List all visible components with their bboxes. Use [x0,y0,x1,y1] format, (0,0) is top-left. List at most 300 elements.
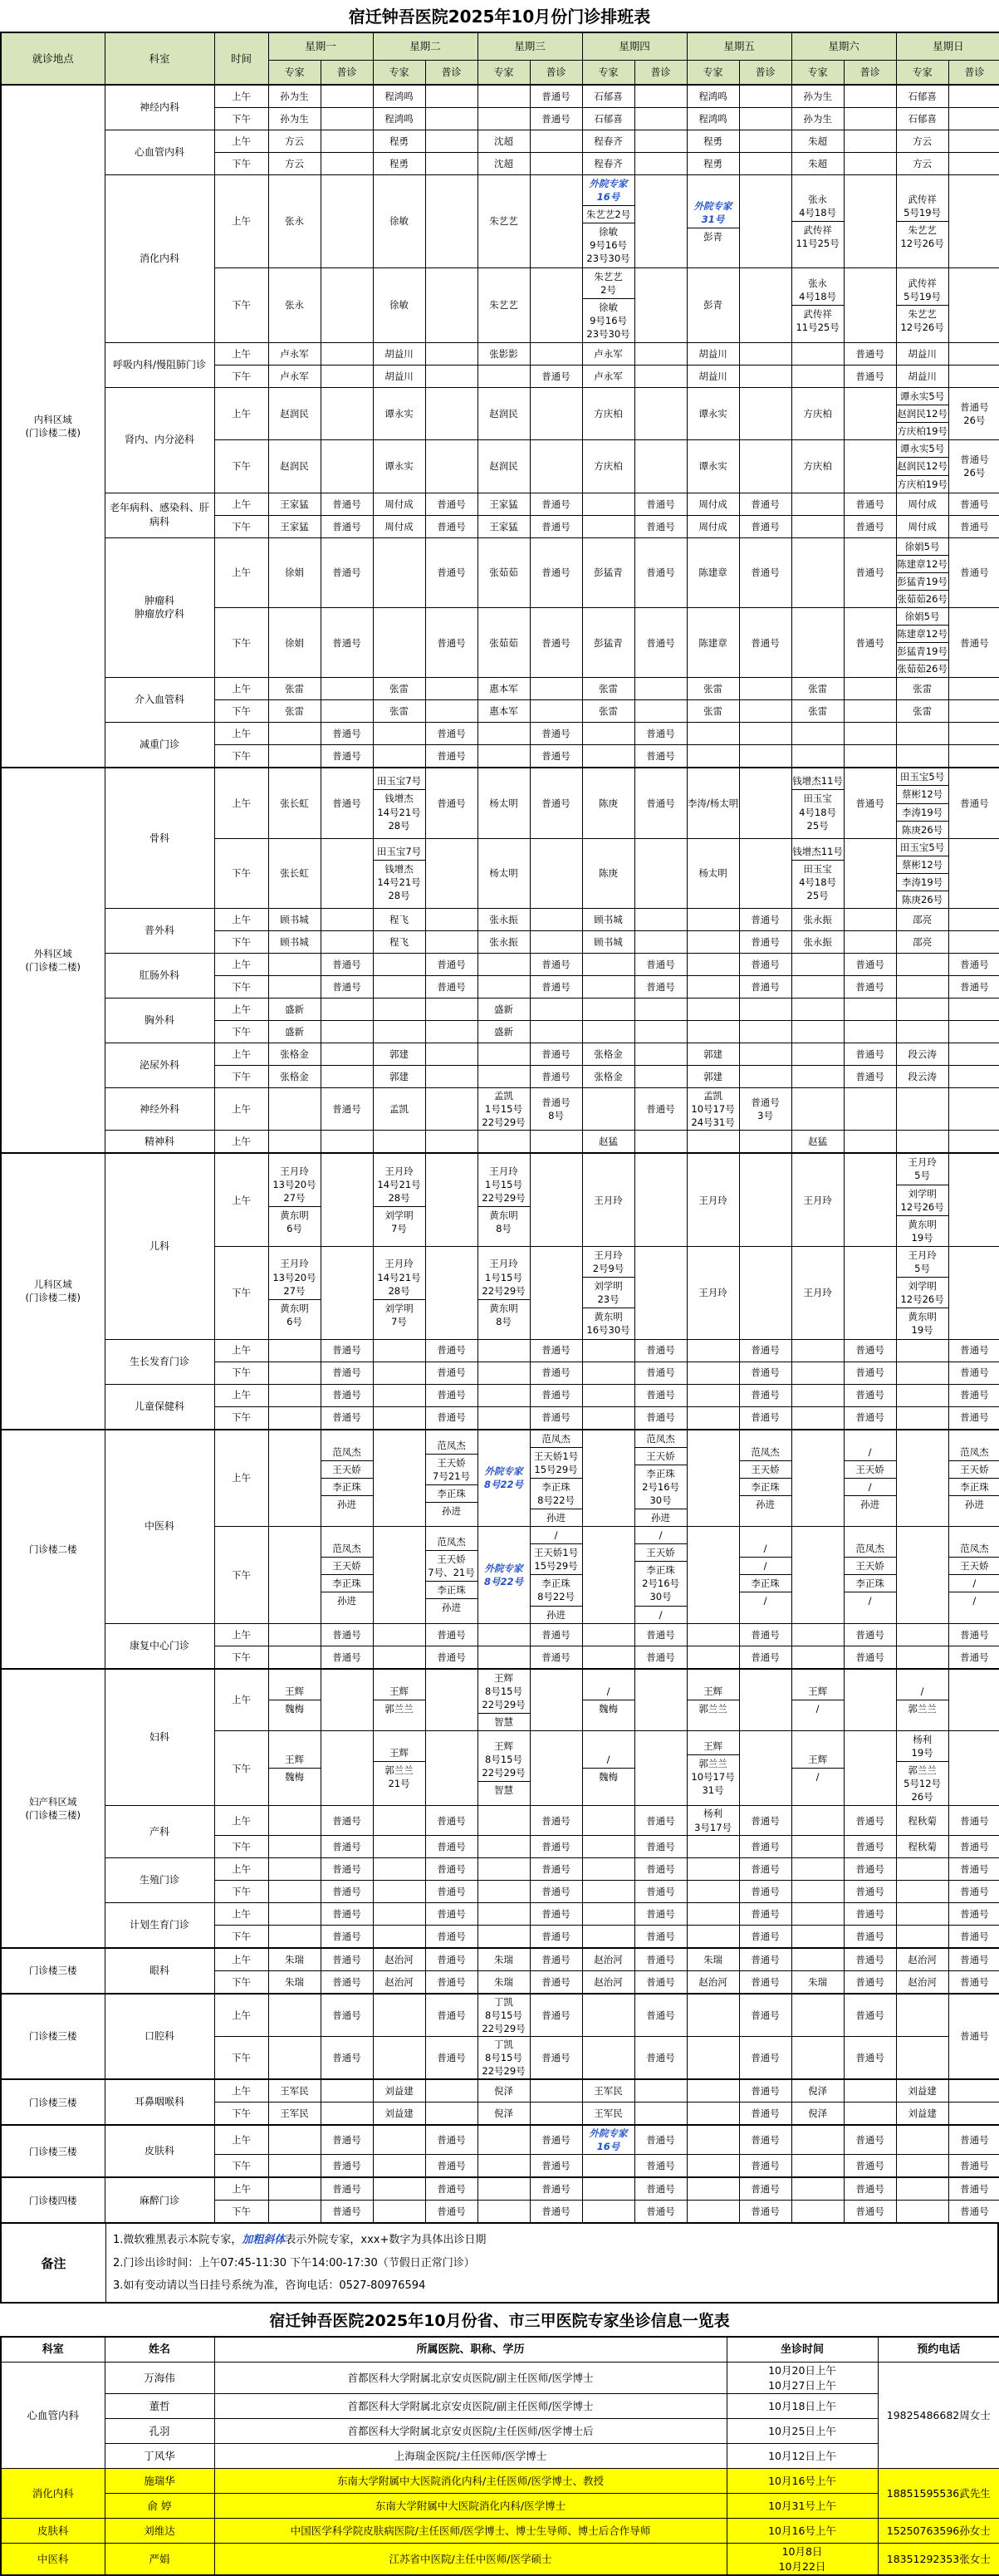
schedule-cell [791,1806,844,1835]
schedule-cell [739,700,791,723]
schedule-cell [321,999,373,1021]
schedule-cell: 惠本军 [477,678,530,700]
schedule-cell: 朱超 [791,153,844,175]
schedule-subcell: 李涛19号 [897,873,948,891]
schedule-cell [896,999,948,1021]
time-cell: 下午 [214,366,268,388]
schedule-cell [321,1669,373,1731]
schedule-subcell: 武传祥 5号19号 [904,193,942,218]
schedule-subcell: 李正珠 [845,1574,896,1592]
expert-dept-cell: 心血管内科 [1,2363,105,2469]
schedule-subcell: 蔡彬12号 [897,856,948,873]
schedule-subcell: 范凤杰 [646,1432,675,1445]
schedule-cell [477,1339,530,1362]
schedule-cell [896,1880,948,1902]
schedule-cell [477,1623,530,1646]
department-cell: 介入血管科 [105,678,214,723]
schedule-cell [321,130,373,153]
schedule-cell: 顾书城 [268,909,321,931]
schedule-cell [791,1646,844,1669]
schedule-cell: 赵治河 [896,1970,948,1994]
schedule-cell [739,440,791,493]
schedule-cell [896,1925,948,1948]
note-segment: 表示外院专家，xxx+数字为具体出诊日期 [285,2234,487,2247]
schedule-cell: 普通号 [321,1835,373,1857]
schedule-cell [634,2103,687,2126]
time-cell: 下午 [214,1406,268,1430]
schedule-cell [425,1731,477,1806]
schedule-cell: 张永振 [477,909,530,931]
schedule-cell: 徐敏 [373,267,425,342]
schedule-cell: 普通号 [739,1339,791,1362]
schedule-cell [687,1406,739,1430]
time-cell: 上午 [214,1384,268,1406]
schedule-cell [530,267,582,342]
schedule-cell [373,1623,425,1646]
expert-time-cell: 10月8日 10月22日 [727,2544,878,2576]
schedule-cell: 普通号 [321,1970,373,1994]
schedule-cell: 普通号 26号 [948,440,999,493]
schedule-cell: 普通号 [739,2079,791,2103]
schedule-cell [425,1153,477,1246]
expert-time-cell: 10月20日上午 10月27日上午 [727,2363,878,2394]
schedule-cell: 普通号 [425,1970,477,1994]
expert-header-cell: 所属医院、职称、学历 [214,2337,727,2363]
schedule-subcell: 王天娇 [740,1460,791,1478]
time-cell: 上午 [214,1994,268,2037]
schedule-cell [582,1527,634,1624]
schedule-cell: 朱瑞 [687,1948,739,1971]
schedule-cell: 张雷 [687,700,739,723]
schedule-cell [373,1430,425,1527]
schedule-subcell: 范凤杰 [332,1445,361,1458]
schedule-cell: 周付成 [687,493,739,515]
schedule-cell [791,2177,844,2201]
schedule-cell [373,1669,425,1731]
schedule-cell [791,1835,844,1857]
expert-phone-cell: 18351292353张女士 [878,2544,999,2576]
time-cell: 上午 [214,768,268,838]
department-cell: 神经内科 [105,85,214,130]
schedule-cell [896,267,948,342]
schedule-cell [634,1246,687,1339]
schedule-subcell: 王辉 8号15号 22号29号 [482,1671,526,1710]
schedule-cell [634,931,687,954]
schedule-cell [268,2201,321,2224]
schedule-cell [791,1669,844,1731]
schedule-cell: 普通号 [425,1623,477,1646]
schedule-cell: 普通号 [634,1857,687,1880]
schedule-cell: 普通号 [530,366,582,388]
schedule-cell: 孙为生 [268,108,321,130]
schedule-cell [477,1246,530,1339]
schedule-cell: 普通号 [425,1948,477,1971]
general-subheader: 普诊 [634,61,687,86]
schedule-cell [687,2079,739,2103]
schedule-cell [948,909,999,931]
schedule-cell [268,1131,321,1154]
schedule-cell: 程勇 [373,153,425,175]
schedule-cell: 张长虹 [268,838,321,908]
schedule-cell: 普通号 [321,1088,373,1131]
schedule-cell [844,85,896,108]
schedule-cell: 普通号 [844,1948,896,1971]
schedule-cell: 普通号 [634,1623,687,1646]
schedule-cell [634,440,687,493]
schedule-cell [268,1088,321,1131]
schedule-cell: 普通号 [739,1948,791,1971]
schedule-cell: 普通号 [739,2036,791,2079]
schedule-cell [634,838,687,908]
schedule-cell [687,2036,739,2079]
schedule-cell [373,1925,425,1948]
schedule-cell [530,1527,582,1624]
schedule-cell: 朱超 [791,130,844,153]
time-cell: 下午 [214,931,268,954]
schedule-cell [321,931,373,954]
schedule-cell: 普通号 [739,2125,791,2155]
schedule-cell [844,999,896,1021]
schedule-cell: 普通号 [844,537,896,607]
schedule-cell [321,1527,373,1624]
schedule-cell [477,1925,530,1948]
schedule-cell: 张长虹 [268,768,321,838]
schedule-cell: 普通号 [948,768,999,838]
schedule-cell [373,607,425,677]
schedule-cell [896,1406,948,1430]
time-cell: 上午 [214,343,268,366]
schedule-cell: 赵治河 [896,1948,948,1971]
schedule-cell [634,153,687,175]
schedule-cell [425,108,477,130]
expert-name-cell: 俞 婷 [105,2494,214,2519]
schedule-cell [948,931,999,954]
schedule-cell [425,1131,477,1154]
schedule-cell: 普通号 [530,1835,582,1857]
time-cell: 上午 [214,2079,268,2103]
schedule-cell [425,678,477,700]
schedule-cell [948,1066,999,1088]
schedule-cell: 普通号 [948,1406,999,1430]
schedule-subcell: / [792,1700,844,1717]
schedule-cell: 张茹茹 [477,607,530,677]
schedule-cell: 张永振 [791,909,844,931]
schedule-subcell: 方庆柏19号 [897,475,948,493]
schedule-cell: 陈建章 [687,607,739,677]
schedule-cell [425,1669,477,1731]
schedule-cell: 普通号 [739,976,791,999]
expert-subheader: 专家 [373,61,425,86]
schedule-subcell: / [606,1685,610,1697]
schedule-subcell: 郭兰兰 [374,1700,425,1717]
schedule-cell [791,1043,844,1066]
location-cell: 门诊楼四楼 [1,2177,105,2223]
schedule-cell [268,2125,321,2155]
schedule-cell [896,768,948,838]
schedule-cell [530,388,582,440]
time-cell: 上午 [214,1430,268,1527]
schedule-subcell: 郭兰兰 [897,1700,948,1717]
schedule-cell [896,2036,948,2079]
schedule-cell [687,1880,739,1902]
schedule-cell: 张雷 [896,678,948,700]
schedule-cell: 盛新 [268,999,321,1021]
schedule-cell [844,108,896,130]
schedule-cell [425,366,477,388]
schedule-cell: 普通号 [948,1902,999,1925]
notes-label: 备注 [2,2224,106,2302]
schedule-cell [373,1806,425,1835]
schedule-subcell: 魏梅 [269,1700,321,1717]
schedule-cell [582,515,634,537]
schedule-cell [948,343,999,366]
expert-name-cell: 刘维达 [105,2519,214,2544]
expert-name-cell: 孔羽 [105,2419,214,2444]
schedule-cell [791,175,844,268]
schedule-cell [687,954,739,976]
schedule-cell [530,2103,582,2126]
schedule-cell [582,1646,634,1669]
schedule-cell [477,1043,530,1066]
schedule-subcell: 范凤杰 [437,1439,466,1451]
schedule-cell [896,1731,948,1806]
schedule-cell: 普通号 [948,515,999,537]
schedule-cell [477,1406,530,1430]
schedule-subcell: 武传祥 5号19号 [904,277,942,302]
schedule-cell [373,1362,425,1384]
schedule-cell [844,1731,896,1806]
schedule-cell: 王月玲 [791,1153,844,1246]
schedule-cell: 普通号 [948,976,999,999]
schedule-subcell: 王辉 [389,1747,409,1759]
schedule-subcell: 彭青 [688,228,739,245]
time-cell: 上午 [214,493,268,515]
schedule-cell [687,999,739,1021]
schedule-subcell: 李正珠 [949,1478,999,1495]
schedule-cell [530,1246,582,1339]
schedule-subcell: 钱增杰11号 [792,775,843,788]
schedule-cell [268,1362,321,1384]
schedule-cell [739,130,791,153]
schedule-cell [582,954,634,976]
department-cell: 骨科 [105,768,214,908]
schedule-cell [844,1527,896,1624]
schedule-cell [687,745,739,768]
schedule-subcell: 王天娇 [845,1460,896,1478]
schedule-cell [634,130,687,153]
schedule-cell [373,745,425,768]
schedule-cell: 普通号 [321,2125,373,2155]
schedule-cell: 普通号 [425,1857,477,1880]
schedule-subcell: 王天娇 [321,1557,373,1574]
schedule-cell: 普通号 [844,768,896,838]
schedule-cell: 普通号 [530,1406,582,1430]
schedule-cell [321,343,373,366]
schedule-subcell: 王天娇 [949,1460,999,1478]
schedule-cell: 朱瑞 [477,1970,530,1994]
schedule-subcell: 田玉宝7号 [376,775,422,788]
schedule-cell [896,2155,948,2178]
schedule-cell [530,678,582,700]
schedule-cell: 普通号 8号 [530,1088,582,1131]
schedule-subcell: 黄东明 6号 [269,1299,321,1330]
schedule-cell: 赵猛 [582,1131,634,1154]
schedule-cell [791,2036,844,2079]
schedule-cell [791,267,844,342]
schedule-cell: 普通号 [948,1806,999,1835]
schedule-cell [321,838,373,908]
schedule-cell: 朱瑞 [268,1948,321,1971]
schedule-cell [582,1669,634,1731]
location-cell: 门诊楼三楼 [1,1948,105,1994]
schedule-cell: 普通号 [321,1384,373,1406]
schedule-cell [948,1430,999,1527]
schedule-cell: 普通号 [530,515,582,537]
schedule-subcell: 范凤杰 [960,1543,989,1555]
schedule-cell [321,1731,373,1806]
schedule-cell [321,366,373,388]
schedule-cell [477,1646,530,1669]
schedule-subcell: 李正珠 [426,1484,477,1502]
schedule-cell [530,1153,582,1246]
time-cell: 下午 [214,515,268,537]
schedule-cell [844,153,896,175]
schedule-cell: 普通号 [530,1902,582,1925]
department-cell: 眼科 [105,1948,214,1994]
schedule-cell [373,1021,425,1043]
department-cell: 儿童保健科 [105,1384,214,1430]
expert-name-cell: 施瑞华 [105,2469,214,2494]
schedule-cell: 方庆柏 [582,388,634,440]
schedule-cell [582,723,634,745]
time-cell: 下午 [214,1646,268,1669]
schedule-cell [896,388,948,440]
schedule-subcell: / [554,1529,558,1542]
schedule-cell: 普通号 [530,1362,582,1384]
schedule-cell: 普通号 [844,1406,896,1430]
schedule-cell: 普通号 [530,2125,582,2155]
expert-name-cell: 丁风华 [105,2444,214,2469]
schedule-subcell: 王天娇 [321,1460,373,1478]
schedule-cell [477,1731,530,1806]
schedule-cell [321,1153,373,1246]
schedule-cell: 程勇 [373,130,425,153]
schedule-cell [844,388,896,440]
schedule-cell [268,2155,321,2178]
department-cell: 减重门诊 [105,723,214,768]
schedule-cell [425,1527,477,1624]
schedule-cell: 顾书城 [268,931,321,954]
schedule-cell: 刘益建 [896,2103,948,2126]
schedule-cell: 普通号 [425,1362,477,1384]
schedule-cell [582,976,634,999]
schedule-cell: 普通号 [530,2177,582,2201]
expert-table-title: 宿迁钟吾医院2025年10月份省、市三甲医院专家坐诊信息一览表 [269,2312,730,2331]
schedule-subcell: 王辉 [285,1685,304,1697]
schedule-cell: 普通号 [321,1857,373,1880]
time-cell: 下午 [214,1925,268,1948]
schedule-cell: 孟凯 [373,1088,425,1131]
schedule-cell: 普通号 [844,1902,896,1925]
schedule-subcell: 范凤杰 [751,1445,780,1458]
schedule-cell [687,723,739,745]
schedule-subcell: 王月玲 13号20号 27号 [272,1165,316,1205]
schedule-cell [634,343,687,366]
schedule-cell [634,1430,687,1527]
schedule-cell [896,1362,948,1384]
schedule-cell [791,1362,844,1384]
schedule-cell [896,723,948,745]
department-cell: 肾内、内分泌科 [105,388,214,493]
expert-time-cell: 10月12日上午 [727,2444,878,2469]
schedule-cell: 王月玲 [791,1246,844,1339]
schedule-cell: 周付成 [373,493,425,515]
schedule-cell: 普通号 [948,1835,999,1857]
schedule-cell: 普通号 [321,723,373,745]
schedule-cell [739,838,791,908]
schedule-cell [948,85,999,108]
schedule-cell: 张格金 [582,1066,634,1088]
schedule-cell [634,2079,687,2103]
schedule-cell: 丁凯 8号15号 22号29号 [477,1994,530,2037]
schedule-cell: 普通号 [844,1623,896,1646]
time-cell: 上午 [214,1131,268,1154]
schedule-cell [948,175,999,268]
schedule-cell [634,388,687,440]
location-cell: 外科区域 (门诊楼二楼) [1,768,105,1153]
schedule-cell: 普通号 [530,537,582,607]
schedule-cell: 普通号 [739,909,791,931]
schedule-cell [948,1088,999,1131]
schedule-cell [373,954,425,976]
department-cell: 生长发育门诊 [105,1339,214,1384]
department-cell: 普外科 [105,909,214,954]
schedule-cell [739,1021,791,1043]
general-subheader: 普诊 [844,61,896,86]
schedule-cell: 方云 [268,130,321,153]
schedule-cell [373,2201,425,2224]
schedule-cell [844,1021,896,1043]
schedule-cell: 普通号 [844,1646,896,1669]
schedule-cell: 普通号 [844,2177,896,2201]
schedule-cell [321,388,373,440]
time-cell: 下午 [214,2155,268,2178]
schedule-cell [268,1430,321,1527]
schedule-cell: 普通号 [425,745,477,768]
schedule-subcell: 蔡彬12号 [897,785,948,802]
expert-time-cell: 10月16号上午 [727,2469,878,2494]
schedule-cell [373,1646,425,1669]
time-cell: 下午 [214,1970,268,1994]
schedule-cell: 普通号 [425,954,477,976]
schedule-cell: 普通号 [844,366,896,388]
schedule-subcell: 黄东明 19号 [897,1308,948,1338]
notes-section [0,2224,999,2304]
day-header: 星期二 [373,32,477,61]
schedule-subcell: 钱增杰 14号21号 28号 [374,860,425,904]
schedule-cell: 普通号 [844,1970,896,1994]
department-cell: 呼吸内科/慢阻肺门诊 [105,343,214,388]
schedule-cell [530,999,582,1021]
schedule-cell [425,1043,477,1066]
schedule-cell: 程鸿鸣 [687,108,739,130]
schedule-cell: 胡益川 [373,343,425,366]
schedule-cell [739,153,791,175]
schedule-cell [268,1902,321,1925]
schedule-cell [373,2177,425,2201]
department-cell: 耳鼻咽喉科 [105,2079,214,2125]
schedule-cell: 陈庚 [582,838,634,908]
